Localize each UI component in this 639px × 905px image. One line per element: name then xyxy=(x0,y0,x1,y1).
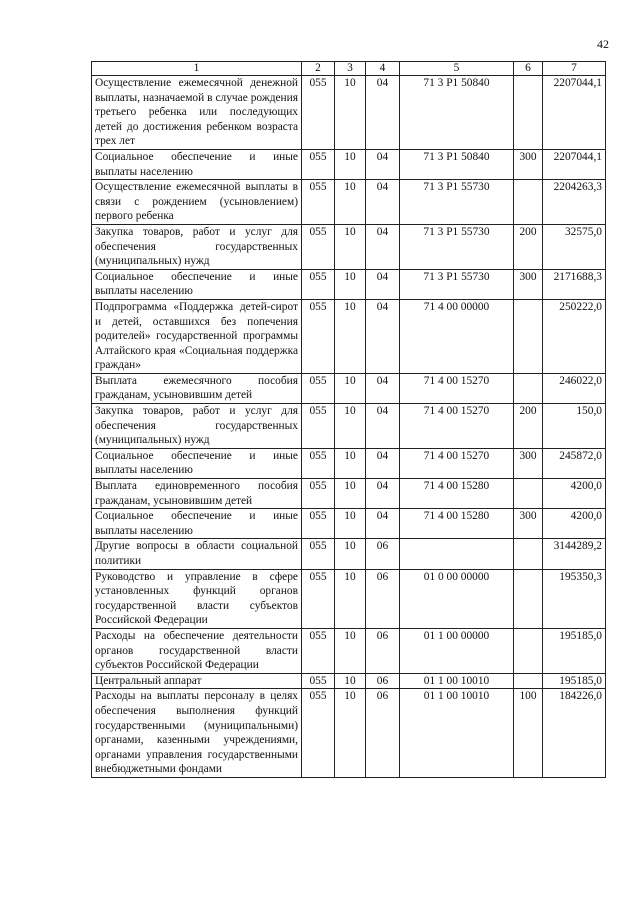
row-target-code-cell xyxy=(400,539,514,569)
row-code-admin-cell: 055 xyxy=(302,404,335,449)
row-section-cell: 10 xyxy=(335,373,366,403)
row-amount-cell: 4200,0 xyxy=(543,509,606,539)
row-subsection-cell: 04 xyxy=(366,269,400,299)
row-target-code-cell: 01 0 00 00000 xyxy=(400,569,514,628)
row-expense-type-cell xyxy=(514,180,543,225)
column-header: 5 xyxy=(400,62,514,76)
row-code-admin-cell: 055 xyxy=(302,76,335,150)
row-amount-cell: 150,0 xyxy=(543,404,606,449)
row-subsection-cell: 04 xyxy=(366,180,400,225)
row-section-cell: 10 xyxy=(335,149,366,179)
budget-table xyxy=(91,61,606,778)
row-section-cell: 10 xyxy=(335,673,366,689)
row-expense-type-cell: 200 xyxy=(514,404,543,449)
row-section-cell: 10 xyxy=(335,224,366,269)
row-name-cell: Подпрограмма «Поддержка детей-сирот и детей, оставшихся без попечения родителей» государственной программы Алтайского края «Социальная поддержка граждан» xyxy=(92,299,302,373)
row-expense-type-cell xyxy=(514,299,543,373)
table-row xyxy=(92,373,606,403)
table-header-row xyxy=(92,62,606,76)
row-name-cell: Осуществление ежемесячной денежной выплаты, назначаемой в случае рождения третьего ребенка или последующих детей до достижения ребенком возраста трех лет xyxy=(92,76,302,150)
row-name-cell: Расходы на выплаты персоналу в целях обеспечения выполнения функций государственными (муниципальными) органами, казенными учреждениями, органами управления государственными внебюджетными фондами xyxy=(92,689,302,778)
row-name-cell: Социальное обеспечение и иные выплаты населению xyxy=(92,448,302,478)
table-row xyxy=(92,299,606,373)
row-section-cell: 10 xyxy=(335,299,366,373)
row-subsection-cell: 06 xyxy=(366,569,400,628)
row-target-code-cell: 71 3 P1 55730 xyxy=(400,224,514,269)
row-subsection-cell: 06 xyxy=(366,628,400,673)
row-name-cell: Руководство и управление в сфере установленных функций органов государственной власти субъектов Российской Федерации xyxy=(92,569,302,628)
table-row xyxy=(92,673,606,689)
row-name-cell: Центральный аппарат xyxy=(92,673,302,689)
row-amount-cell: 195185,0 xyxy=(543,673,606,689)
row-expense-type-cell xyxy=(514,539,543,569)
row-target-code-cell: 71 3 P1 55730 xyxy=(400,180,514,225)
row-name-cell: Осуществление ежемесячной выплаты в связи с рождением (усыновлением) первого ребенка xyxy=(92,180,302,225)
table-row xyxy=(92,149,606,179)
row-target-code-cell: 71 4 00 15270 xyxy=(400,448,514,478)
row-amount-cell: 2207044,1 xyxy=(543,76,606,150)
row-subsection-cell: 04 xyxy=(366,373,400,403)
row-section-cell: 10 xyxy=(335,269,366,299)
row-section-cell: 10 xyxy=(335,628,366,673)
row-subsection-cell: 04 xyxy=(366,149,400,179)
row-amount-cell: 246022,0 xyxy=(543,373,606,403)
table-row xyxy=(92,569,606,628)
table-row xyxy=(92,269,606,299)
table-row xyxy=(92,509,606,539)
row-name-cell: Социальное обеспечение и иные выплаты населению xyxy=(92,269,302,299)
row-subsection-cell: 06 xyxy=(366,673,400,689)
row-subsection-cell: 04 xyxy=(366,479,400,509)
row-amount-cell: 184226,0 xyxy=(543,689,606,778)
row-subsection-cell: 06 xyxy=(366,539,400,569)
row-target-code-cell: 71 4 00 15280 xyxy=(400,509,514,539)
row-expense-type-cell xyxy=(514,373,543,403)
row-target-code-cell: 01 1 00 10010 xyxy=(400,673,514,689)
table-row xyxy=(92,628,606,673)
column-header: 6 xyxy=(514,62,543,76)
row-code-admin-cell: 055 xyxy=(302,448,335,478)
table-row xyxy=(92,224,606,269)
row-target-code-cell: 71 3 P1 50840 xyxy=(400,76,514,150)
row-expense-type-cell xyxy=(514,76,543,150)
row-expense-type-cell xyxy=(514,673,543,689)
row-target-code-cell: 01 1 00 00000 xyxy=(400,628,514,673)
row-name-cell: Социальное обеспечение и иные выплаты населению xyxy=(92,509,302,539)
row-subsection-cell: 04 xyxy=(366,76,400,150)
row-target-code-cell: 71 3 P1 50840 xyxy=(400,149,514,179)
row-target-code-cell: 71 3 P1 55730 xyxy=(400,269,514,299)
row-target-code-cell: 71 4 00 15270 xyxy=(400,404,514,449)
row-section-cell: 10 xyxy=(335,180,366,225)
row-name-cell: Социальное обеспечение и иные выплаты населению xyxy=(92,149,302,179)
table-row xyxy=(92,76,606,150)
row-expense-type-cell xyxy=(514,479,543,509)
row-subsection-cell: 04 xyxy=(366,404,400,449)
row-name-cell: Закупка товаров, работ и услуг для обеспечения государственных (муниципальных) нужд xyxy=(92,404,302,449)
row-code-admin-cell: 055 xyxy=(302,180,335,225)
row-section-cell: 10 xyxy=(335,479,366,509)
row-section-cell: 10 xyxy=(335,689,366,778)
column-header: 2 xyxy=(302,62,335,76)
row-expense-type-cell xyxy=(514,569,543,628)
row-amount-cell: 195185,0 xyxy=(543,628,606,673)
row-amount-cell: 32575,0 xyxy=(543,224,606,269)
column-header: 3 xyxy=(335,62,366,76)
row-expense-type-cell: 100 xyxy=(514,689,543,778)
row-amount-cell: 2204263,3 xyxy=(543,180,606,225)
row-expense-type-cell: 300 xyxy=(514,269,543,299)
row-code-admin-cell: 055 xyxy=(302,628,335,673)
row-name-cell: Закупка товаров, работ и услуг для обеспечения государственных (муниципальных) нужд xyxy=(92,224,302,269)
row-code-admin-cell: 055 xyxy=(302,689,335,778)
row-amount-cell: 195350,3 xyxy=(543,569,606,628)
column-header: 1 xyxy=(92,62,302,76)
table-row xyxy=(92,479,606,509)
row-target-code-cell: 71 4 00 00000 xyxy=(400,299,514,373)
row-amount-cell: 2207044,1 xyxy=(543,149,606,179)
row-code-admin-cell: 055 xyxy=(302,509,335,539)
row-amount-cell: 4200,0 xyxy=(543,479,606,509)
row-code-admin-cell: 055 xyxy=(302,149,335,179)
column-header: 7 xyxy=(543,62,606,76)
row-section-cell: 10 xyxy=(335,539,366,569)
table-row xyxy=(92,180,606,225)
row-code-admin-cell: 055 xyxy=(302,569,335,628)
row-expense-type-cell: 300 xyxy=(514,149,543,179)
row-subsection-cell: 04 xyxy=(366,509,400,539)
row-code-admin-cell: 055 xyxy=(302,299,335,373)
row-code-admin-cell: 055 xyxy=(302,373,335,403)
row-name-cell: Расходы на обеспечение деятельности органов государственной власти субъектов Российской Федерации xyxy=(92,628,302,673)
column-header: 4 xyxy=(366,62,400,76)
row-amount-cell: 245872,0 xyxy=(543,448,606,478)
row-target-code-cell: 71 4 00 15280 xyxy=(400,479,514,509)
table-row xyxy=(92,404,606,449)
row-name-cell: Другие вопросы в области социальной политики xyxy=(92,539,302,569)
row-section-cell: 10 xyxy=(335,509,366,539)
row-section-cell: 10 xyxy=(335,569,366,628)
row-code-admin-cell: 055 xyxy=(302,479,335,509)
row-amount-cell: 3144289,2 xyxy=(543,539,606,569)
row-name-cell: Выплата единовременного пособия гражданам, усыновившим детей xyxy=(92,479,302,509)
row-code-admin-cell: 055 xyxy=(302,673,335,689)
row-expense-type-cell: 200 xyxy=(514,224,543,269)
row-subsection-cell: 04 xyxy=(366,448,400,478)
table-row xyxy=(92,539,606,569)
row-subsection-cell: 04 xyxy=(366,299,400,373)
row-code-admin-cell: 055 xyxy=(302,539,335,569)
row-target-code-cell: 71 4 00 15270 xyxy=(400,373,514,403)
row-section-cell: 10 xyxy=(335,404,366,449)
row-amount-cell: 2171688,3 xyxy=(543,269,606,299)
table-row xyxy=(92,689,606,778)
row-expense-type-cell xyxy=(514,628,543,673)
row-expense-type-cell: 300 xyxy=(514,448,543,478)
row-name-cell: Выплата ежемесячного пособия гражданам, усыновившим детей xyxy=(92,373,302,403)
row-code-admin-cell: 055 xyxy=(302,224,335,269)
row-code-admin-cell: 055 xyxy=(302,269,335,299)
row-expense-type-cell: 300 xyxy=(514,509,543,539)
row-subsection-cell: 06 xyxy=(366,689,400,778)
row-section-cell: 10 xyxy=(335,76,366,150)
row-target-code-cell: 01 1 00 10010 xyxy=(400,689,514,778)
page-number: 42 xyxy=(597,37,609,51)
row-amount-cell: 250222,0 xyxy=(543,299,606,373)
row-section-cell: 10 xyxy=(335,448,366,478)
table-row xyxy=(92,448,606,478)
row-subsection-cell: 04 xyxy=(366,224,400,269)
